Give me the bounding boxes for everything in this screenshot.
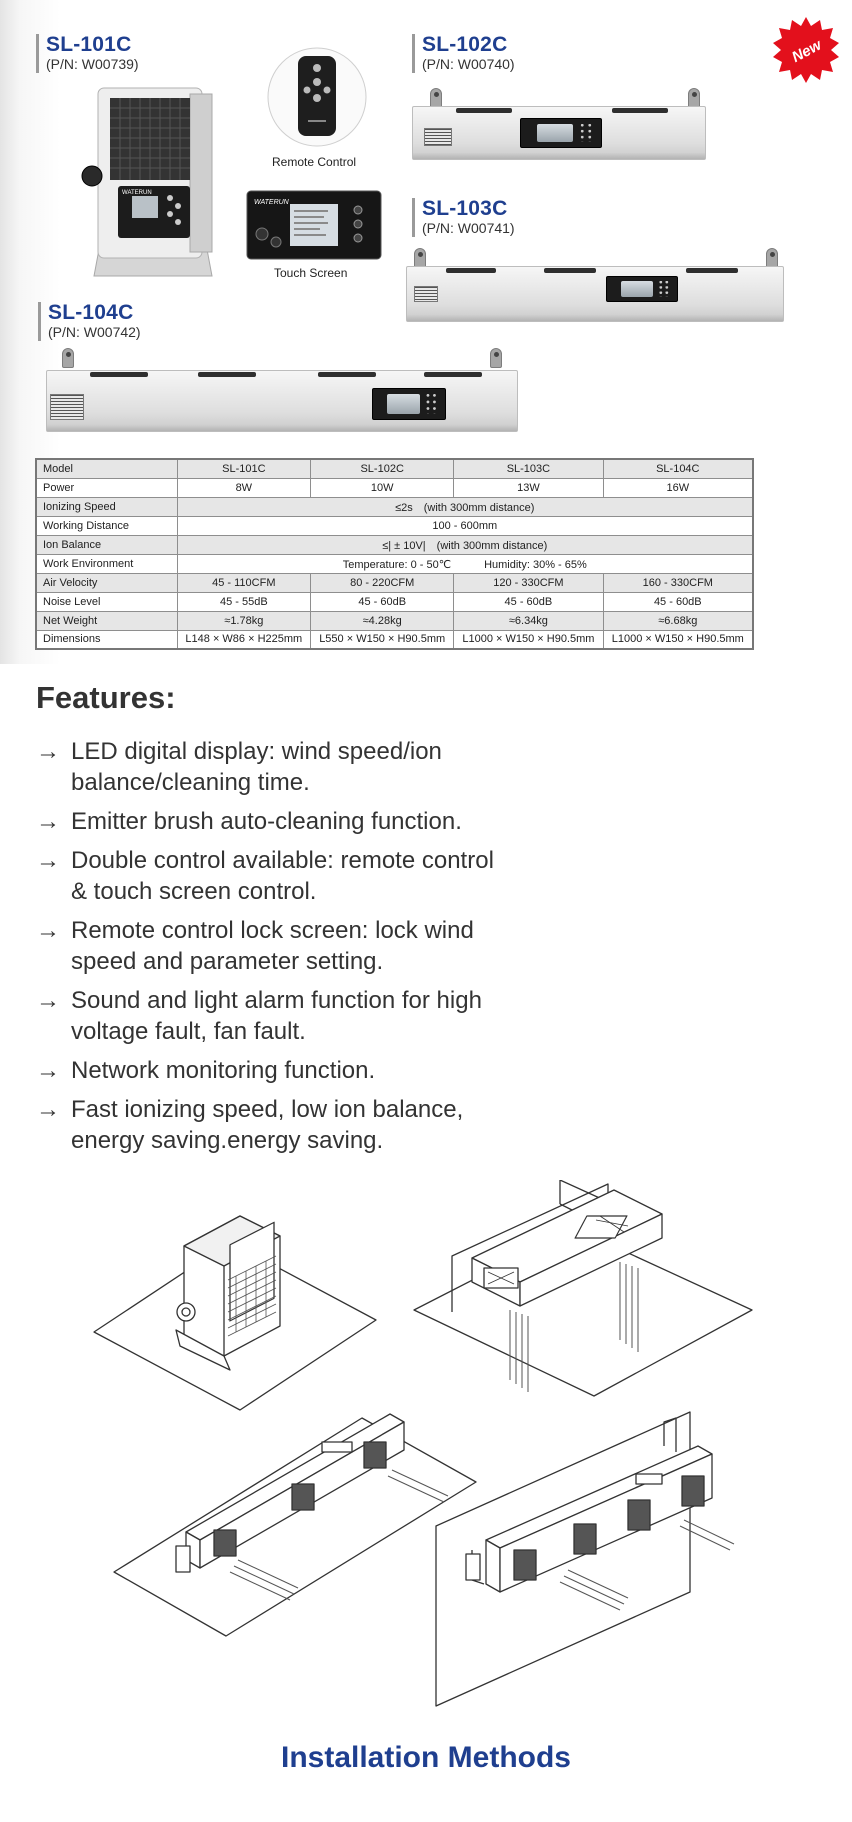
header-cell: Model	[36, 459, 177, 478]
sl-104c-product-image	[46, 348, 518, 432]
table-cell: 45 - 60dB	[454, 592, 603, 611]
model-heading-sl-103c	[412, 198, 515, 237]
row-label: Ion Balance	[36, 535, 177, 554]
label-plate	[50, 394, 84, 420]
table-row	[36, 497, 753, 516]
table-cell: 45 - 60dB	[311, 592, 454, 611]
arrow-icon: →	[36, 987, 60, 1014]
label-plate	[424, 128, 452, 146]
table-row	[36, 611, 753, 630]
table-cell: L1000 × W150 × H90.5mm	[603, 630, 753, 649]
table-row	[36, 478, 753, 497]
table-cell: ≈6.34kg	[454, 611, 603, 630]
model-name: SL-102C	[422, 33, 508, 56]
feature-line: voltage fault, fan fault.	[71, 1018, 306, 1045]
touch-screen-caption: Touch Screen	[274, 266, 348, 280]
diagram-desktop-mount	[94, 1216, 376, 1410]
feature-item	[36, 845, 596, 907]
arrow-icon: →	[36, 738, 60, 765]
feature-line: LED digital display: wind speed/ion	[71, 738, 442, 765]
model-name: SL-101C	[46, 33, 132, 56]
fan-slot	[198, 372, 256, 377]
model-heading-sl-104c	[38, 302, 141, 341]
feature-line: Remote control lock screen: lock wind	[71, 917, 474, 944]
feature-item	[36, 736, 596, 798]
feature-item	[36, 1055, 596, 1086]
part-number: (P/N: W00739)	[46, 56, 139, 72]
lcd-screen	[132, 196, 158, 218]
arrow-icon: →	[36, 847, 60, 874]
model-name: SL-104C	[48, 301, 134, 324]
feature-item	[36, 1094, 596, 1156]
table-header-row	[36, 459, 753, 478]
touch-screen-image	[246, 190, 382, 260]
header-cell: SL-101C	[177, 459, 311, 478]
control-panel	[372, 388, 446, 420]
part-number: (P/N: W00742)	[48, 324, 141, 340]
mount-bracket	[490, 348, 502, 368]
fan-slot	[544, 268, 596, 273]
row-label: Work Environment	[36, 554, 177, 573]
fan-slot	[424, 372, 482, 377]
mount-bracket	[688, 88, 700, 108]
fan-slot	[318, 372, 376, 377]
table-cell: 160 - 330CFM	[603, 573, 753, 592]
diagram-surface-mount	[114, 1414, 476, 1636]
sl-102c-product-image	[412, 88, 706, 160]
control-panel	[606, 276, 678, 302]
fan-slot	[686, 268, 738, 273]
new-label: New	[789, 36, 825, 67]
housing-side	[190, 94, 212, 252]
feature-line: balance/cleaning time.	[71, 769, 310, 796]
table-cell: 8W	[177, 478, 311, 497]
label-plate	[414, 286, 438, 302]
model-heading-sl-102c	[412, 34, 515, 73]
feature-item	[36, 985, 596, 1047]
row-label: Air Velocity	[36, 573, 177, 592]
mount-bracket	[62, 348, 74, 368]
table-row	[36, 592, 753, 611]
merged-cell: ≤| ± 10V| (with 300mm distance)	[177, 535, 753, 554]
specification-table	[35, 458, 754, 650]
row-label: Dimensions	[36, 630, 177, 649]
row-label: Working Distance	[36, 516, 177, 535]
arrow-icon: →	[36, 1057, 60, 1084]
device-brand: WATERUN	[122, 190, 152, 196]
table-row	[36, 535, 753, 554]
mount-bracket	[430, 88, 442, 108]
table-cell: ≈1.78kg	[177, 611, 311, 630]
arrow-icon: →	[36, 808, 60, 835]
fan-slot	[612, 108, 668, 113]
table-row	[36, 516, 753, 535]
header-cell: SL-103C	[454, 459, 603, 478]
bar-body	[46, 370, 518, 432]
feature-item	[36, 915, 596, 977]
feature-line: Emitter brush auto-cleaning function.	[71, 808, 462, 835]
row-label: Power	[36, 478, 177, 497]
diagram-hanging-mount	[414, 1180, 752, 1396]
mount-bracket	[414, 248, 426, 268]
model-heading-sl-101c	[36, 34, 139, 73]
feature-item	[36, 806, 596, 837]
knob	[82, 166, 102, 186]
table-cell: ≈6.68kg	[603, 611, 753, 630]
table-cell: 120 - 330CFM	[454, 573, 603, 592]
feature-line: & touch screen control.	[71, 878, 317, 905]
remote-control-caption: Remote Control	[272, 155, 357, 169]
table-cell: 45 - 110CFM	[177, 573, 311, 592]
device-brand: WATERUN	[254, 199, 289, 206]
merged-cell: ≤2s (with 300mm distance)	[177, 497, 753, 516]
table-cell: 16W	[603, 478, 753, 497]
table-cell: 45 - 55dB	[177, 592, 311, 611]
table-cell: L1000 × W150 × H90.5mm	[454, 630, 603, 649]
table-row	[36, 630, 753, 649]
part-number: (P/N: W00741)	[422, 220, 515, 236]
sl-101c-product-image	[78, 84, 218, 280]
table-cell: 45 - 60dB	[603, 592, 753, 611]
table-cell: L550 × W150 × H90.5mm	[311, 630, 454, 649]
feature-line: energy saving.energy saving.	[71, 1127, 384, 1154]
feature-line: Double control available: remote control	[71, 847, 494, 874]
feature-line: Sound and light alarm function for high	[71, 987, 482, 1014]
table-cell: 80 - 220CFM	[311, 573, 454, 592]
table-cell: L148 × W86 × H225mm	[177, 630, 311, 649]
arrow-icon: →	[36, 917, 60, 944]
part-number: (P/N: W00740)	[422, 56, 515, 72]
bar-body	[406, 266, 784, 322]
table-row	[36, 554, 753, 573]
installation-diagrams	[0, 1180, 852, 1720]
control-panel	[520, 118, 602, 148]
model-name: SL-103C	[422, 197, 508, 220]
feature-line: Fast ionizing speed, low ion balance,	[71, 1096, 464, 1123]
fan-slot	[456, 108, 512, 113]
feature-line: Network monitoring function.	[71, 1057, 376, 1084]
table-cell: 13W	[454, 478, 603, 497]
new-badge	[772, 16, 840, 84]
feature-line: speed and parameter setting.	[71, 948, 384, 975]
feature-list	[36, 736, 596, 1164]
row-label: Net Weight	[36, 611, 177, 630]
row-label: Noise Level	[36, 592, 177, 611]
row-label: Ionizing Speed	[36, 497, 177, 516]
arrow-icon: →	[36, 1096, 60, 1123]
header-cell: SL-102C	[311, 459, 454, 478]
table-row	[36, 573, 753, 592]
sl-103c-product-image	[406, 248, 784, 322]
features-heading: Features:	[36, 680, 176, 715]
fan-slot	[446, 268, 496, 273]
table-cell: ≈4.28kg	[311, 611, 454, 630]
mount-bracket	[766, 248, 778, 268]
diagram-wall-mount	[436, 1412, 734, 1706]
header-cell: SL-104C	[603, 459, 753, 478]
fan-slot	[90, 372, 148, 377]
installation-methods-heading: Installation Methods	[280, 1741, 571, 1774]
merged-cell: 100 - 600mm	[177, 516, 753, 535]
table-cell: 10W	[311, 478, 454, 497]
merged-cell: Temperature: 0 - 50℃ Humidity: 30% - 65%	[177, 554, 753, 573]
remote-control-image	[266, 46, 368, 148]
